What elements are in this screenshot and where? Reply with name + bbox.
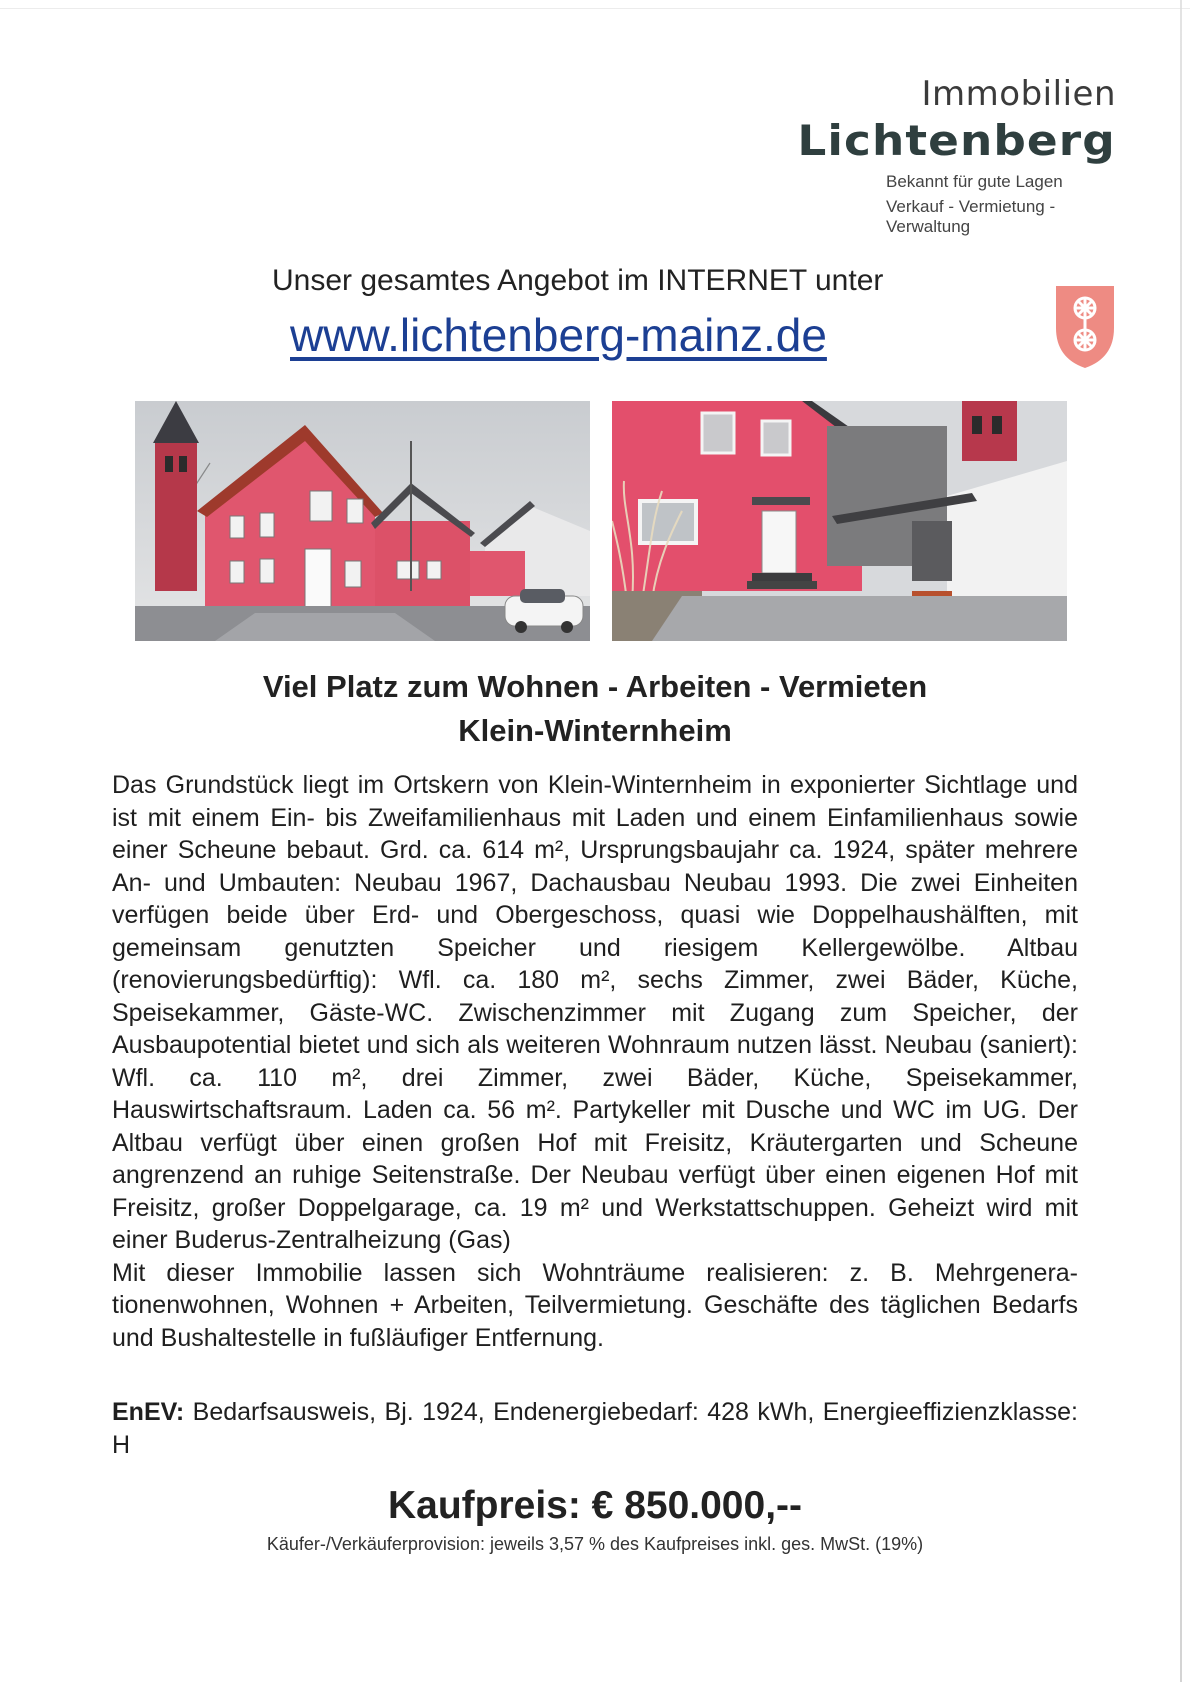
website-link[interactable]: www.lichtenberg-mainz.de — [290, 309, 827, 361]
energy-info — [112, 1396, 1078, 1461]
description-paragraph-1: Das Grundstück liegt im Ortskern von Klein-Winternheim in exponierter Sichtlage und ist mit einem Ein- bis Zweifamilienhaus mit Laden und einem Einfamilienhaus sowie einer Scheune bebaut. Grd. ca. 614 m², Ursprungsbaujahr ca. 1924, später mehrere An- und Umbauten: Neubau 1967, Dachausbau Neubau 1993. Die zwei Einheiten verfügen beide über Erd- und Obergeschoss, quasi wie Doppelhaushälften, mit gemeinsam genutzten Speicher und riesigem Kellergewölbe. Altbau (renovierungsbedürftig): Wfl. ca. 180 m², sechs Zimmer, zwei Bäder, Küche, Speisekammer, Gäste-WC. Zwischenzimmer mit Zugang zum Speicher, der Ausbaupotential bietet und sich als weiteren Wohnraum nutzen lässt. Neubau (saniert): Wfl. ca. 110 m², drei Zimmer, zwei Bäder, Küche, Speisekammer, Hauswirtschaftsraum. Laden ca. 56 m². Partykeller mit Dusche und WC im UG. Der Altbau verfügt über einen großen Hof mit Freisitz, Kräutergarten und Scheune angrenzend an ruhige Seitenstraße. Der Neubau verfügt über einen eigenen Hof mit Freisitz, großer Doppelgarage, ca. 19 m² und Werkstattschuppen. Geheizt wird mit einer Buderus-Zentralheizung (Gas) — [112, 771, 1078, 1254]
listing-location: Klein-Winternheim — [458, 713, 732, 748]
property-photo-courtyard — [612, 401, 1067, 641]
internet-text: Unser gesamtes Angebot im INTERNET unter — [272, 264, 884, 297]
energy-text: Bedarfsausweis, Bj. 1924, Endenergiebedarf: 428 kWh, Energieeffizienzklasse: H — [112, 1398, 1078, 1459]
mainz-shield-icon — [1050, 280, 1120, 370]
logo-lichtenberg: Lichtenberg — [797, 116, 1116, 165]
commission-note: Käufer-/Verkäuferprovision: jeweils 3,57 % des Kaufpreises inkl. ges. MwSt. (19%) — [266, 1534, 924, 1554]
company-logo — [776, 74, 1116, 236]
listing-headline: Viel Platz zum Wohnen - Arbeiten - Vermieten — [262, 669, 928, 704]
property-photo-street — [135, 401, 590, 641]
purchase-price: Kaufpreis: € 850.000,-- — [387, 1484, 802, 1527]
page-right-edge — [1180, 0, 1182, 1682]
description-paragraph-2: Mit dieser Immobilie lassen sich Wohnträume realisieren: z. B. Mehrgenerationenwohnen, Wohnen + Arbeiten, Teilvermietung. Geschäfte des täglichen Bedarfs und Bushaltestelle in fußläufiger Entfernung. — [112, 1258, 1078, 1352]
listing-description — [112, 769, 1078, 1354]
logo-services: Verkauf - Vermietung - Verwaltung — [886, 197, 1056, 236]
logo-tagline: Bekannt für gute Lagen — [886, 172, 1063, 191]
page-top-edge — [0, 8, 1190, 9]
logo-immobilien: Immobilien — [921, 74, 1116, 114]
energy-label: EnEV: — [112, 1398, 185, 1426]
